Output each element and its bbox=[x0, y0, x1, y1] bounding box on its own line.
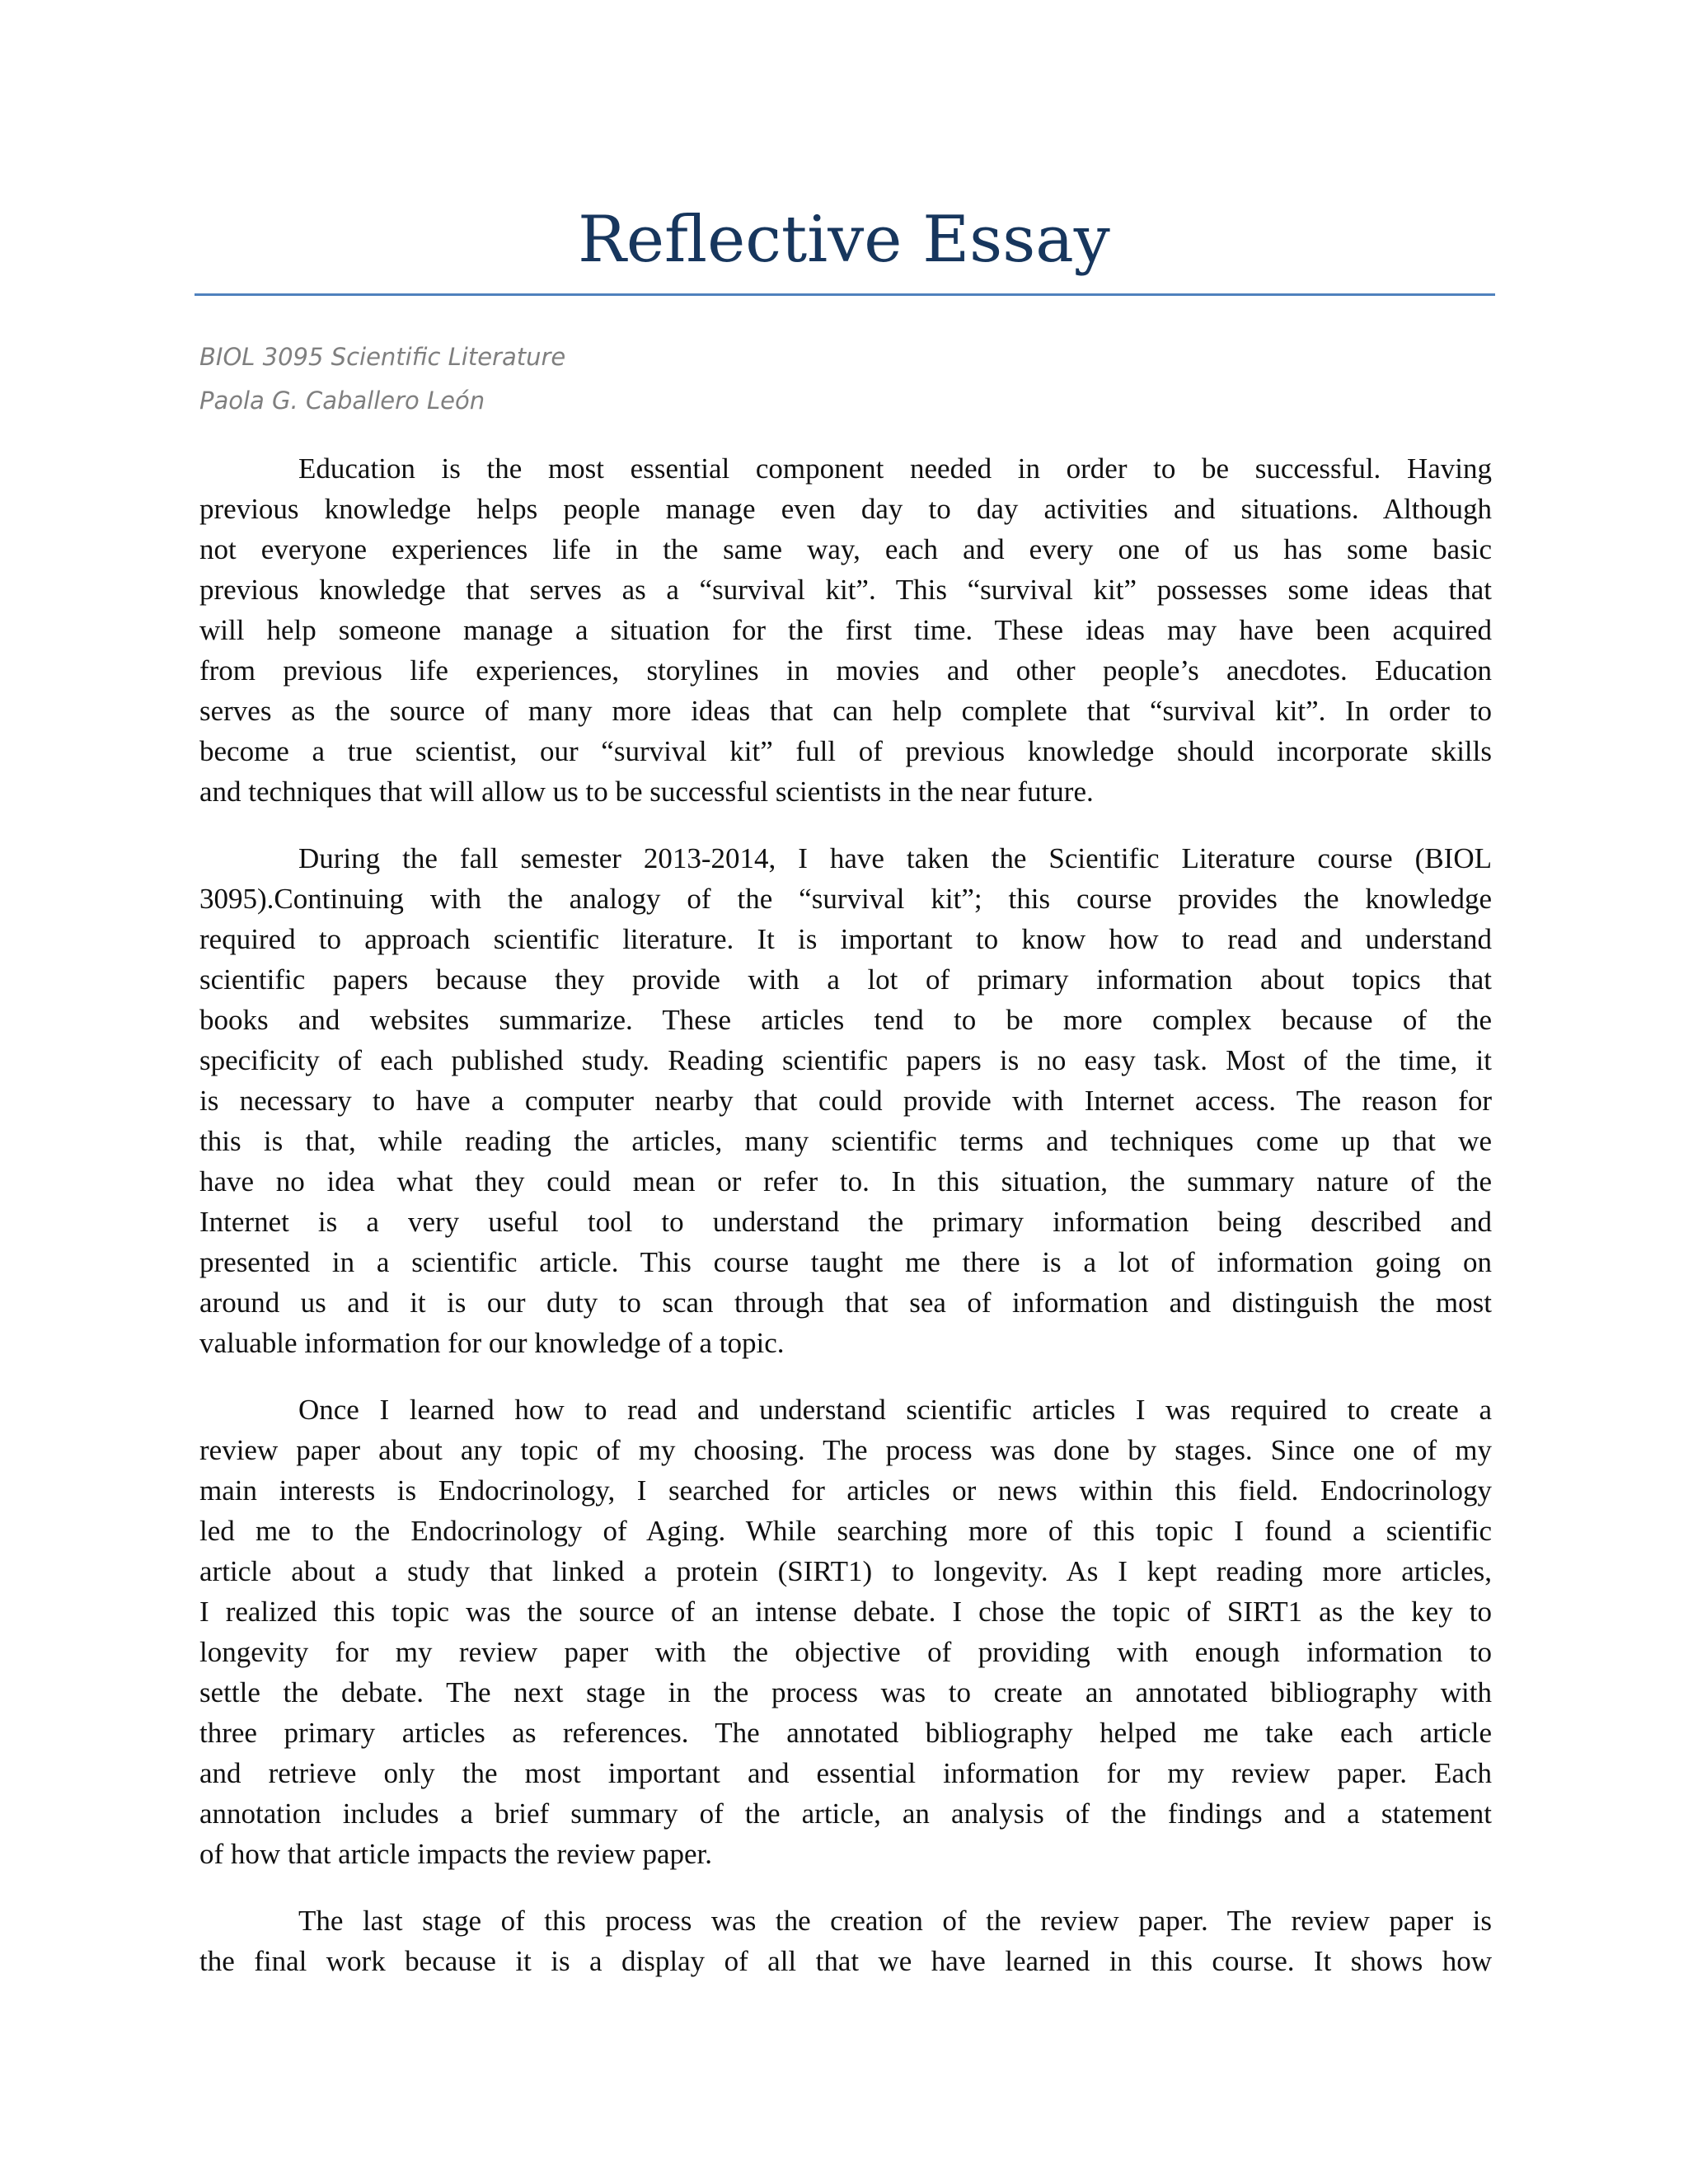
paragraph-line: led me to the Endocrinology of Aging. While searching more of this topic I found a scientific bbox=[199, 1515, 1492, 1547]
paragraph-line: is necessary to have a computer nearby that could provide with Internet access. The reason for bbox=[199, 1085, 1492, 1117]
course-subtitle: BIOL 3095 Scientific Literature bbox=[199, 343, 566, 371]
page-title: Reflective Essay bbox=[578, 203, 1110, 277]
essay-paragraph bbox=[199, 448, 1492, 812]
paragraph-line: During the fall semester 2013-2014, I have taken the Scientific Literature course (BIOL bbox=[298, 842, 1492, 874]
paragraph-line: become a true scientist, our “survival kit” full of previous knowledge should incorporate skills bbox=[199, 735, 1492, 767]
essay-paragraph bbox=[199, 838, 1492, 1363]
paragraph-line: scientific papers because they provide with a lot of primary information about topics that bbox=[199, 963, 1492, 996]
essay-paragraph bbox=[199, 1900, 1492, 1981]
paragraph-line: have no idea what they could mean or refer to. In this situation, the summary nature of the bbox=[199, 1165, 1492, 1197]
paragraph-line: article about a study that linked a protein (SIRT1) to longevity. As I kept reading more articles, bbox=[199, 1555, 1492, 1587]
paragraph-line: from previous life experiences, storylines in movies and other people’s anecdotes. Education bbox=[199, 654, 1492, 687]
paragraph-line: annotation includes a brief summary of the article, an analysis of the findings and a statement bbox=[199, 1797, 1492, 1830]
paragraph-line: review paper about any topic of my choosing. The process was done by stages. Since one of my bbox=[199, 1434, 1492, 1466]
paragraph-line: I realized this topic was the source of an intense debate. I chose the topic of SIRT1 as the key to bbox=[199, 1596, 1492, 1628]
paragraph-line: previous knowledge helps people manage even day to day activities and situations. Although bbox=[199, 493, 1492, 525]
paragraph-line: this is that, while reading the articles, many scientific terms and techniques come up that we bbox=[199, 1125, 1492, 1157]
essay-body bbox=[199, 448, 1492, 2008]
paragraph-line: serves as the source of many more ideas that can help complete that “survival kit”. In order to bbox=[199, 695, 1492, 727]
paragraph-line: and retrieve only the most important and essential information for my review paper. Each bbox=[199, 1757, 1492, 1789]
paragraph-line: of how that article impacts the review paper. bbox=[199, 1838, 712, 1870]
paragraph-line: Once I learned how to read and understand scientific articles I was required to create a bbox=[298, 1394, 1492, 1426]
paragraph-line: not everyone experiences life in the same way, each and every one of us has some basic bbox=[199, 533, 1492, 565]
paragraph-line: previous knowledge that serves as a “survival kit”. This “survival kit” possesses some ideas that bbox=[199, 574, 1492, 606]
paragraph-line: the final work because it is a display of all that we have learned in this course. It shows how bbox=[199, 1945, 1492, 1977]
paragraph-line: valuable information for our knowledge of a topic. bbox=[199, 1327, 785, 1359]
paragraph-line: settle the debate. The next stage in the process was to create an annotated bibliography with bbox=[199, 1676, 1492, 1708]
paragraph-line: longevity for my review paper with the objective of providing with enough information to bbox=[199, 1636, 1492, 1668]
paragraph-line: presented in a scientific article. This course taught me there is a lot of information going on bbox=[199, 1246, 1492, 1278]
paragraph-line: books and websites summarize. These articles tend to be more complex because of the bbox=[199, 1004, 1492, 1036]
paragraph-line: required to approach scientific literature. It is important to know how to read and understand bbox=[199, 923, 1492, 955]
paragraph-line: main interests is Endocrinology, I searched for articles or news within this field. Endocrinology bbox=[199, 1474, 1492, 1507]
paragraph-line: The last stage of this process was the creation of the review paper. The review paper is bbox=[298, 1905, 1492, 1937]
paragraph-line: specificity of each published study. Reading scientific papers is no easy task. Most of the time, it bbox=[199, 1044, 1492, 1076]
paragraph-line: Education is the most essential component needed in order to be successful. Having bbox=[298, 452, 1492, 485]
paragraph-line: 3095).Continuing with the analogy of the “survival kit”; this course provides the knowledge bbox=[199, 883, 1492, 915]
author-name: Paola G. Caballero León bbox=[199, 387, 485, 415]
paragraph-line: Internet is a very useful tool to understand the primary information being described and bbox=[199, 1206, 1492, 1238]
paragraph-line: and techniques that will allow us to be successful scientists in the near future. bbox=[199, 776, 1094, 808]
paragraph-line: three primary articles as references. The annotated bibliography helped me take each article bbox=[199, 1717, 1492, 1749]
paragraph-line: around us and it is our duty to scan through that sea of information and distinguish the most bbox=[199, 1286, 1492, 1319]
title-divider bbox=[195, 293, 1495, 296]
essay-paragraph bbox=[199, 1390, 1492, 1874]
paragraph-line: will help someone manage a situation for the first time. These ideas may have been acquired bbox=[199, 614, 1492, 646]
